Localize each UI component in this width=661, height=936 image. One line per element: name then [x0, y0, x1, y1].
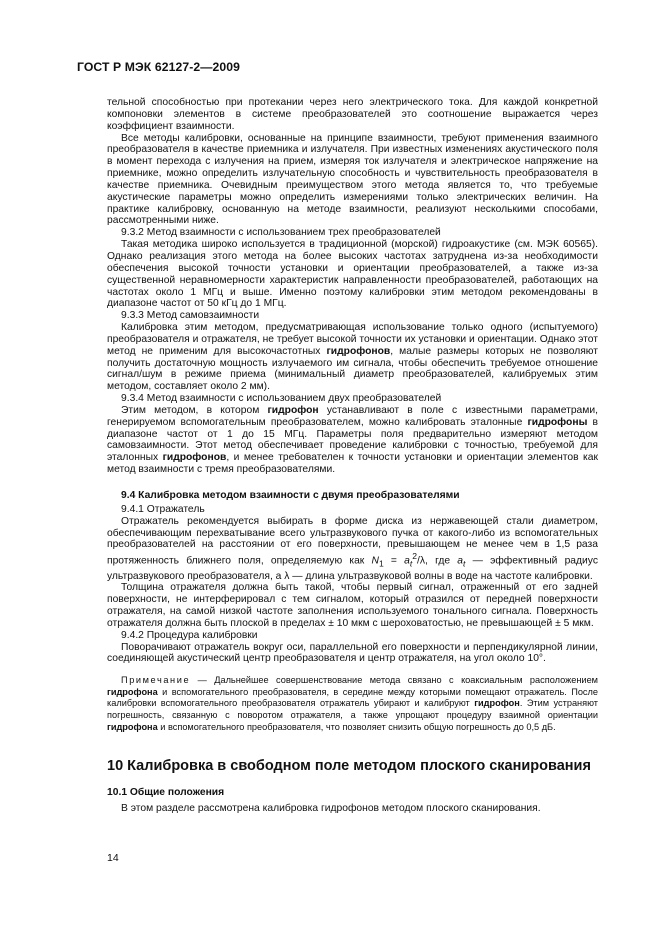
- formula-subscript: 1: [378, 558, 384, 569]
- paragraph-9-4-2: Поворачивают отражатель вокруг оси, параллельной его поверхности и перпендикулярной линии, соединяющей акустический центр преобразователя и центр отражателя, на угол около 10°.: [107, 641, 598, 665]
- paragraph-continued: тельной способностью при протекании через него электрического тока. Для каждой конкретной компоновки элементов в системе преобразователей это соотношение выражается через коэффициент взаимности.: [107, 97, 598, 132]
- term-bold: гидрофон: [267, 404, 319, 416]
- heading-9-3-2: 9.3.2 Метод взаимности с использованием трех преобразователей: [121, 227, 441, 239]
- term-bold: гидрофонов: [326, 345, 391, 357]
- page-body: [107, 97, 598, 815]
- text-run: и вспомогательного преобразователя, в середине между которыми помещают отражатель. После калибровки вспомогательного преобразователя отражатель убирают и калибруют: [107, 686, 598, 709]
- formula-symbol: N: [371, 555, 379, 567]
- text-run: — эффективный радиус ультразвукового преобразователя, а λ — длина ультразвуковой волны в воде на частоте калибровки.: [107, 555, 598, 582]
- heading-10-1: 10.1 Общие положения: [107, 787, 225, 799]
- term-bold: гидрофонов: [162, 452, 227, 464]
- page-number: 14: [107, 852, 119, 864]
- paragraph-9-3-4: [107, 405, 598, 476]
- heading-9-4-2: 9.4.2 Процедура калибровки: [121, 629, 258, 641]
- heading-9-3-3: 9.3.3 Метод самовзаимности: [121, 310, 260, 322]
- paragraph-10-1: В этом разделе рассмотрена калибровка гидрофонов методом плоского сканирования.: [121, 802, 541, 814]
- text-run: Калибровка этим методом, предусматривающая использование только одного (испытуемого) преобразователя и отражателя, не требует высокой точности их установки и ориентации. Однако этот метод не применим для высокочастотных: [107, 322, 598, 357]
- formula-superscript: 2: [412, 551, 418, 562]
- heading-9-4: 9.4 Калибровка методом взаимности с двумя преобразователями: [121, 490, 460, 501]
- text-run: , малые размеры которых не позволяют получить достаточную мощность излучаемого им сигнала, чтобы обеспечить требуемое отношение сигнал/шум в режиме приема (минимальный диаметр преобразователей, калибруемых этим методом, составляет около 2 мм).: [107, 345, 598, 393]
- term-bold: гидрофон: [474, 698, 520, 709]
- paragraph-9-3-3: [107, 322, 598, 393]
- text-run: — Дальнейшее совершенствование метода связано с коаксиальным расположением: [190, 675, 598, 686]
- heading-section-10: 10 Калибровка в свободном поле методом плоского сканирования: [107, 758, 591, 775]
- text-run: Отражатель рекомендуется выбирать в форме диска из нержавеющей стали диаметром, обеспечивающим перехватывание всего ультразвукового пучка от какого-либо из вспомогательных преобразователей на расстоянии от его поверхности, превышающем не менее чем в 1,5 раза протяженность ближнего поля, определяемую как: [107, 515, 598, 567]
- paragraph-reciprocity-methods: Все методы калибровки, основанные на принципе взаимности, требуют применения взаимного преобразователя в качестве приемника и излучателя. При известных изменениях акустического поля в момент перехода с излучения на прием, измеряя ток излучателя и электрическое напряжение на приемнике, можно определить излучательную способность и чувствительность преобразователя в качестве приемника. Очевидным преимуществом этого метода является то, что требуемые акустические параметры можно определить измерениями только электрических величин. На практике калибровку, основанную на методе взаимности, реализуют несколькими способами, рассмотренными ниже.: [107, 132, 598, 227]
- text-run: /λ, где: [417, 555, 458, 567]
- formula-symbol: a: [404, 555, 410, 567]
- term-bold: гидрофона: [107, 686, 158, 697]
- standard-header: ГОСТ Р МЭК 62127-2—2009: [77, 60, 241, 74]
- formula-symbol: a: [457, 555, 464, 567]
- text-run: устанавливают в поле с известными параметрами, генерируемом вспомогательным преобразователем, можно калибровать эталонные: [107, 404, 598, 428]
- term-bold: гидрофона: [107, 721, 158, 732]
- paragraph-9-4-1-a: [107, 516, 598, 583]
- term-bold: гидрофоны: [527, 416, 588, 428]
- paragraph-9-3-2: Такая методика широко используется в традиционной (морской) гидроакустике (см. МЭК 60565). Однако реализация этого метода на более высоких частотах затруднена из-за необходимости обеспечения высокой точности установки и ориентации преобразователей, а также из-за существенной неравномерности характеристик направленности преобразователей, работающих на частотах около 1 МГц и выше. Именно поэтому калибровки этим методом рекомендованы в диапазоне частот от 50 кГц до 1 МГц.: [107, 239, 598, 310]
- paragraph-9-4-1-b: Толщина отражателя должна быть такой, чтобы первый сигнал, отраженный от его задней поверхности, не интерферировал с тем сигналом, который отразился от передней поверхности отражателя, на самой низкой частоте заполнения используемого тонального сигнала. Поверхность отражателя должна быть плоской в пределах ± 10 мкм с шероховатостью, не превышающей ± 5 мкм.: [107, 582, 598, 629]
- text-run: Этим методом, в котором: [121, 404, 268, 416]
- text-run: =: [383, 555, 405, 567]
- heading-9-4-1: 9.4.1 Отражатель: [121, 503, 205, 515]
- text-run: и вспомогательного преобразователя, что позволяет снизить общую погрешность до 0,5 дБ.: [157, 721, 556, 732]
- note-paragraph: [107, 675, 598, 733]
- heading-9-3-4: 9.3.4 Метод взаимности с использованием двух преобразователей: [121, 393, 442, 405]
- formula-subscript: t: [409, 558, 413, 569]
- note-label: Примечание: [121, 675, 191, 686]
- text-run: в диапазоне частот от 1 до 15 МГц. Параметры поля предварительно измеряют методом самовзаимности. Этот метод обеспечивает проведение калибровки с точностью, требуемой для эталонных: [107, 416, 598, 464]
- text-run: , и менее требователен к точности установки и ориентации элементов как метод взаимности с тремя преобразователями.: [107, 452, 598, 476]
- text-run: . Этим устраняют погрешность, связанную с поворотом отражателя, а также упрощают процедуру взаимной ориентации: [107, 698, 598, 721]
- formula-subscript: t: [463, 558, 466, 569]
